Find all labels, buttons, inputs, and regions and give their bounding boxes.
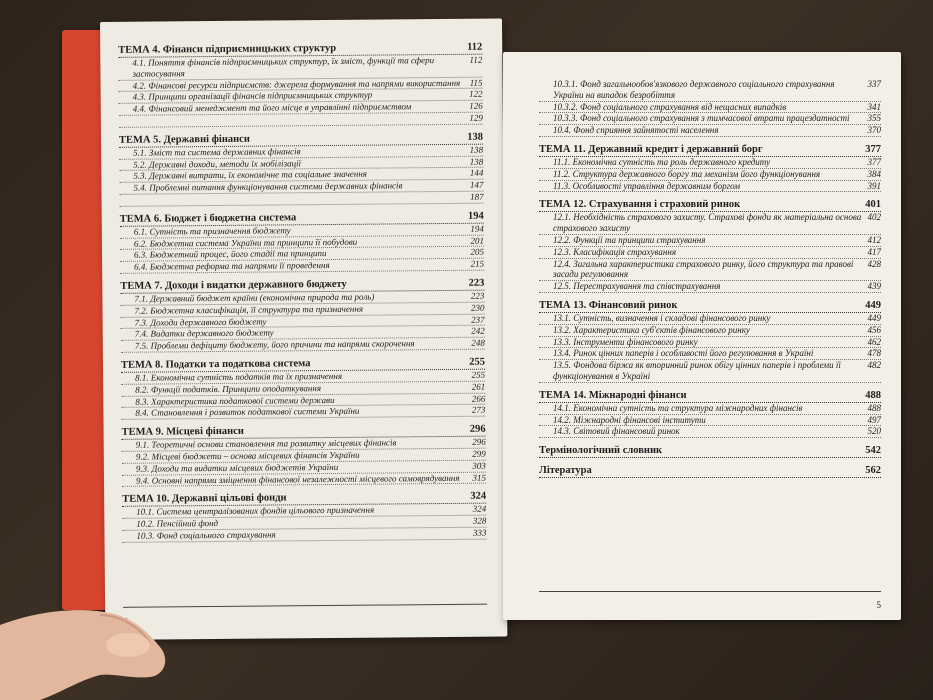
toc-item xyxy=(539,181,881,193)
item-title: 11.3. Особливості управління державним боргом xyxy=(553,180,741,191)
section-title: ТЕМА 14. Міжнародні фінанси xyxy=(539,389,687,401)
item-title: 10.3. Фонд соціального страхування xyxy=(136,529,276,541)
item-title: 8.1. Економічна сутність податків та їх призначення xyxy=(135,370,343,383)
toc-item xyxy=(119,113,483,128)
item-title: 10.4. Фонд сприяння зайнятості населення xyxy=(553,125,719,136)
toc-section xyxy=(539,198,881,212)
item-title: 13.1. Сутність, визначення і складові фінансового ринку xyxy=(553,312,771,323)
section-title: ТЕМА 13. Фінансовий ринок xyxy=(539,299,678,311)
item-page: 242 xyxy=(471,325,485,337)
item-title: 10.2. Пенсійний фонд xyxy=(136,518,219,529)
item-page: 402 xyxy=(867,212,881,223)
section-title: ТЕМА 11. Державний кредит і державний борг xyxy=(539,143,763,155)
toc-item xyxy=(120,192,484,207)
section-page: 401 xyxy=(865,199,881,211)
item-title: 12.5. Перестрахування та співстрахування xyxy=(553,281,721,292)
toc-section xyxy=(539,444,881,458)
item-page: 273 xyxy=(471,404,486,416)
toc-item xyxy=(539,403,881,415)
section-page: 488 xyxy=(865,389,881,401)
item-title: 4.1. Поняття фінансів підприємницьких структур, їх зміст, функції та сфери застосування xyxy=(132,55,435,79)
item-page: 341 xyxy=(867,101,881,112)
section-title: ТЕМА 4. Фінанси підприємницьких структур xyxy=(118,42,337,56)
hand-holding-book xyxy=(0,585,200,700)
item-page: 428 xyxy=(867,258,881,269)
item-page: 187 xyxy=(469,191,484,202)
toc-item xyxy=(121,338,485,353)
item-title: 12.3. Класифікація страхування xyxy=(553,246,677,257)
item-page: 201 xyxy=(470,235,484,246)
item-title: 7.3. Доходи державного бюджету xyxy=(134,316,267,328)
toc-item xyxy=(539,360,881,383)
table-of-contents-right xyxy=(539,79,881,478)
item-title: 13.5. Фондова біржа як вторинний ринок обігу цінних паперів і проблеми її функціонування в Україні xyxy=(553,360,841,381)
item-title: 4.4. Фінансовий менеджмент та його місце в управлінні підприємством xyxy=(132,101,412,114)
section-title: ТЕМА 6. Бюджет і бюджетна система xyxy=(119,212,297,225)
item-page: 255 xyxy=(471,369,486,380)
item-title: 9.3. Доходи та видатки місцевих бюджетів України xyxy=(135,461,339,474)
toc-item xyxy=(539,79,881,102)
section-title: ТЕМА 9. Місцеві фінанси xyxy=(121,425,244,438)
item-title: 8.2. Функції податків. Принципи оподаткування xyxy=(135,382,322,395)
toc-item xyxy=(539,348,881,360)
toc-item xyxy=(539,102,881,114)
item-title: 11.2. Структура державного боргу та механізм його функціонування xyxy=(553,168,821,179)
toc-item xyxy=(539,325,881,337)
item-title xyxy=(134,195,138,206)
item-page: 194 xyxy=(470,223,484,234)
toc-section xyxy=(539,389,881,403)
item-page: 497 xyxy=(867,414,881,425)
section-page: 255 xyxy=(469,356,486,368)
toc-item xyxy=(539,157,881,169)
toc-item xyxy=(539,281,881,293)
item-page: 412 xyxy=(867,234,881,245)
item-title: 6.2. Бюджетна система України та принципи її побудови xyxy=(133,236,358,249)
item-page: 370 xyxy=(867,125,881,136)
item-page: 439 xyxy=(867,281,881,292)
item-page: 377 xyxy=(867,156,881,167)
item-title: 10.3.2. Фонд соціального страхування від нещасних випадків xyxy=(553,101,787,112)
item-page: 328 xyxy=(472,515,487,526)
item-page: 520 xyxy=(867,426,881,437)
section-title: ТЕМА 8. Податки та податкова система xyxy=(120,358,311,371)
section-page: 324 xyxy=(470,490,487,503)
item-title: 14.2. Міжнародні фінансові інститути xyxy=(553,414,706,425)
item-page: 303 xyxy=(472,460,486,471)
toc-item xyxy=(539,212,881,235)
item-title: 12.4. Загальна характеристика страхового ринку, його структура та правові засади регулювання xyxy=(553,258,854,280)
item-page: 112 xyxy=(469,54,483,65)
toc-item xyxy=(118,55,482,81)
item-title: 7.4. Видатки державного бюджету xyxy=(134,327,274,340)
item-title: 8.3. Характеристика податкової системи держави xyxy=(135,394,335,407)
item-title: 13.3. Інструменти фінансового ринку xyxy=(553,336,698,347)
toc-section xyxy=(539,299,881,313)
item-title: 13.2. Характеристика суб'єктів фінансового ринку xyxy=(553,324,750,335)
item-page: 315 xyxy=(472,472,487,483)
section-page: 112 xyxy=(467,41,483,53)
item-title: 7.5. Проблеми дефіциту бюджету, його причини та напрями скорочення xyxy=(134,338,415,351)
section-title: Термінологічний словник xyxy=(539,445,663,457)
left-page xyxy=(100,18,507,639)
toc-item xyxy=(539,247,881,259)
item-title: 14.1. Економічна сутність та структура міжнародних фінансів xyxy=(553,402,803,413)
item-title xyxy=(133,116,137,127)
item-title: 11.1. Економічна сутність та роль державного кредиту xyxy=(553,156,771,167)
item-page: 333 xyxy=(472,527,487,538)
item-page: 417 xyxy=(867,246,881,257)
item-title: 13.4. Ринок цінних паперів і особливості його регулювання в Україні xyxy=(553,348,814,359)
item-title: 10.3.1. Фонд загальнообов'язкового державного соціального страхування України на випадок безробіття xyxy=(553,79,835,100)
toc-item xyxy=(539,337,881,349)
item-title: 8.4. Становлення і розвиток податкової системи України xyxy=(135,406,360,419)
item-page: 384 xyxy=(867,168,881,179)
section-page: 138 xyxy=(467,131,484,143)
item-title: 4.2. Фінансові ресурси підприємств: джерела формування та напрями використання xyxy=(132,77,461,91)
item-page: 478 xyxy=(867,348,881,359)
item-page: 488 xyxy=(867,402,881,413)
item-page: 337 xyxy=(867,79,881,89)
item-page: 138 xyxy=(469,156,484,167)
page-footer-right xyxy=(539,591,881,610)
toc-item xyxy=(121,405,485,420)
section-title: ТЕМА 12. Страхування і страховий ринок xyxy=(539,199,741,211)
item-title: 10.3.3. Фонд соціального страхування з тимчасової втрати працездатності xyxy=(553,113,850,124)
item-title: 7.2. Бюджетна класифікація, її структура та призначення xyxy=(134,303,364,316)
item-page: 205 xyxy=(470,247,485,258)
toc-item xyxy=(120,259,484,274)
toc-section xyxy=(539,143,881,157)
item-title: 7.1. Державний бюджет країни (економічна природа та роль) xyxy=(134,291,375,304)
item-page: 449 xyxy=(867,312,881,323)
toc-item xyxy=(539,235,881,247)
section-page: 449 xyxy=(865,299,881,311)
item-title: 6.1. Сутність та призначення бюджету xyxy=(133,225,291,237)
section-page: 542 xyxy=(865,445,881,457)
item-title: 14.3. Світовий фінансовий ринок xyxy=(553,426,680,437)
item-title: 5.3. Державні витрати, їх економічне та соціальне значення xyxy=(133,169,368,182)
item-title: 6.4. Бюджетна реформа та напрями її проведення xyxy=(134,260,330,272)
item-title: 9.4. Основні напрями зміцнення фінансової незалежності місцевого самоврядування xyxy=(135,472,460,486)
item-page: 215 xyxy=(470,258,485,269)
item-page: 126 xyxy=(469,100,483,111)
toc-section xyxy=(539,464,881,478)
item-page: 462 xyxy=(867,336,881,347)
item-title: 10.1. Система централізованих фондів цільового призначення xyxy=(136,504,375,518)
section-page: 223 xyxy=(468,277,485,289)
item-page: 138 xyxy=(469,144,484,155)
item-page: 248 xyxy=(471,337,485,348)
item-page: 115 xyxy=(469,77,483,88)
section-title: Література xyxy=(539,465,592,477)
item-title: 5.4. Проблемні питання функціонування системи державних фінансів xyxy=(133,180,403,193)
item-title: 12.1. Необхідність страхового захисту. Страхові фонди як матеріальна основа страхового захисту xyxy=(553,212,862,234)
section-title: ТЕМА 10. Державні цільові фонди xyxy=(122,492,287,506)
item-page: 296 xyxy=(472,436,486,447)
table-of-contents-left xyxy=(118,41,486,543)
item-page: 266 xyxy=(471,393,486,404)
toc-item xyxy=(539,426,881,438)
item-page: 261 xyxy=(471,381,486,392)
section-page: 194 xyxy=(467,210,484,222)
item-page: 230 xyxy=(470,302,485,313)
section-title: ТЕМА 5. Державні фінанси xyxy=(118,133,250,146)
toc-item xyxy=(539,113,881,125)
toc-item xyxy=(122,528,486,543)
item-title: 6.3. Бюджетний процес, його стадії та принципи xyxy=(133,248,327,261)
item-page: 324 xyxy=(472,503,487,515)
item-page: 147 xyxy=(469,179,484,190)
item-page: 122 xyxy=(469,89,483,100)
section-page: 562 xyxy=(865,465,881,477)
item-page: 144 xyxy=(469,168,484,179)
toc-item xyxy=(539,313,881,325)
item-page: 456 xyxy=(867,324,881,335)
toc-item xyxy=(122,472,486,487)
item-title: 5.2. Державні доходи, методи їх мобілізації xyxy=(133,157,302,170)
section-page: 296 xyxy=(469,423,486,435)
toc-item xyxy=(539,415,881,427)
item-page: 299 xyxy=(472,448,486,459)
item-title: 4.3. Принципи організації фінансів підприємницьких структур xyxy=(132,90,373,103)
item-page: 391 xyxy=(867,180,881,191)
toc-item xyxy=(539,169,881,181)
item-page: 223 xyxy=(470,290,485,301)
toc-item xyxy=(539,259,881,282)
toc-item xyxy=(539,125,881,137)
item-title: 9.2. Місцеві бюджети – основа місцевих фінансів України xyxy=(135,449,360,462)
item-title: 12.2. Функції та принципи страхування xyxy=(553,234,706,245)
item-page: 482 xyxy=(867,360,881,371)
right-page xyxy=(503,52,901,620)
item-page: 129 xyxy=(469,112,483,123)
item-title: 9.1. Теоретичні основи становлення та розвитку місцевих фінансів xyxy=(135,437,397,450)
item-page: 237 xyxy=(471,314,485,325)
item-page: 355 xyxy=(867,113,881,124)
section-title: ТЕМА 7. Доходи і видатки державного бюджету xyxy=(120,278,347,292)
page-number: 5 xyxy=(876,600,881,610)
section-page: 377 xyxy=(865,143,881,155)
item-title: 5.1. Зміст та система державних фінансів xyxy=(133,146,301,158)
